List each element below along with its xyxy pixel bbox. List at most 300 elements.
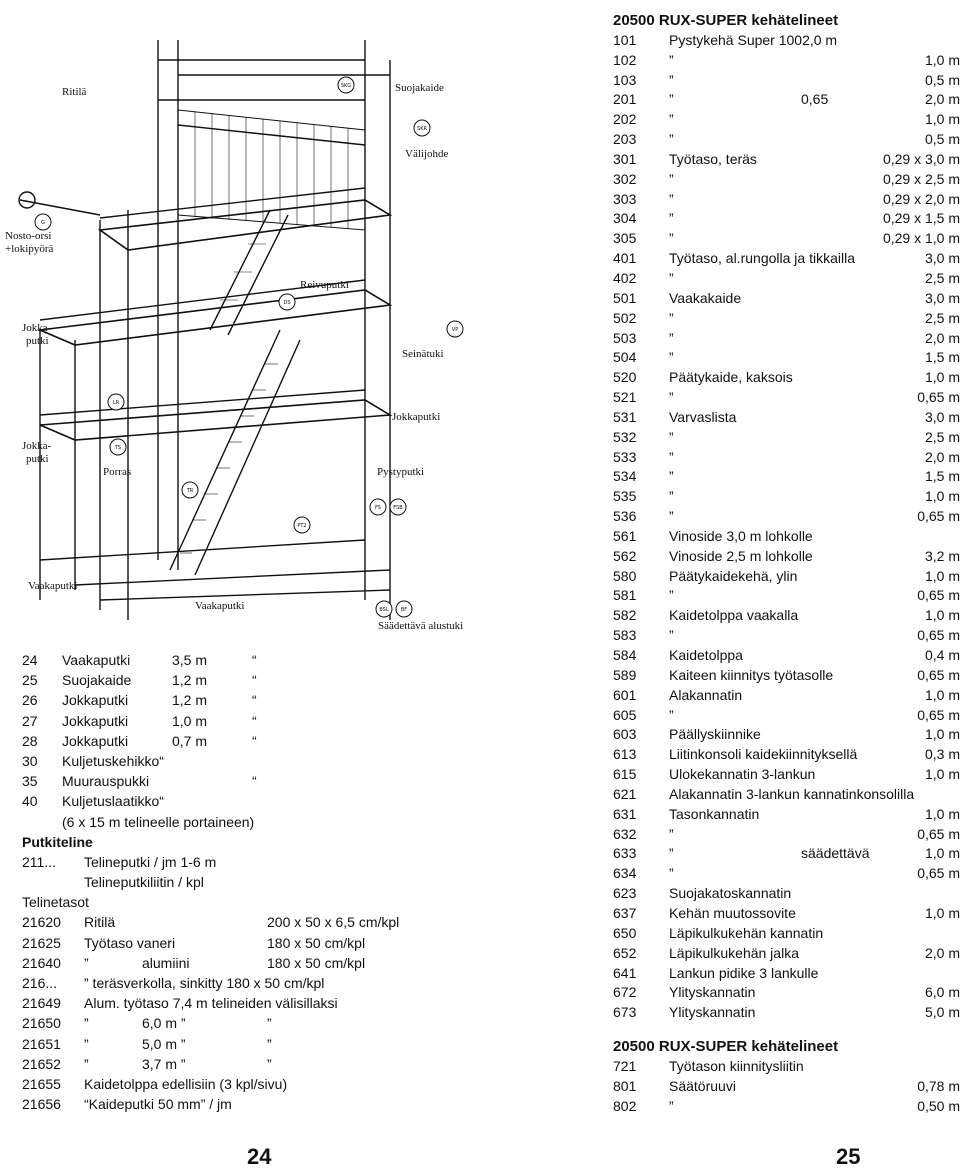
- item-code: 26: [22, 692, 38, 709]
- taso-row: [22, 912, 462, 932]
- part-code: 650: [613, 924, 637, 941]
- page-number-left: 24: [247, 1144, 272, 1169]
- part-desc: Päällyskiinnike: [669, 726, 761, 743]
- taso-desc: Työtaso vaneri: [84, 934, 176, 951]
- part-value: 0,65 m: [917, 627, 960, 644]
- label-saadettava: Säädettävä alustuki: [378, 620, 464, 632]
- item-mark: “: [252, 732, 257, 749]
- right-row: [613, 706, 960, 726]
- part-desc: ”: [669, 51, 674, 68]
- part-value: 0,29 x 3,0 m: [882, 150, 960, 167]
- right-title-text: 20500 RUX-SUPER kehätelineet: [613, 12, 839, 29]
- badge-tr-text: TR: [186, 488, 194, 494]
- badge-ts: [110, 439, 126, 455]
- taso-mid: 6,0 m ”: [142, 1015, 186, 1032]
- item-mark: “: [252, 672, 257, 689]
- part-code: 601: [613, 686, 637, 703]
- right-row: [613, 170, 960, 190]
- right-row: [613, 884, 960, 904]
- part-value: 0,65 m: [917, 587, 960, 604]
- part-value: 1,0 m: [924, 766, 960, 783]
- part-code: 580: [613, 567, 637, 584]
- mesh-hatching: [180, 112, 348, 553]
- part-value: 0,65 m: [917, 865, 960, 882]
- taso-row: [22, 1013, 462, 1033]
- part-code: 615: [613, 766, 637, 783]
- right-row: [613, 547, 960, 567]
- item-code: 24: [22, 652, 38, 668]
- note-text: (6 x 15 m telineelle portaineen): [62, 813, 255, 830]
- badge-vp-text: VP: [451, 327, 459, 333]
- badge-skg: [338, 77, 354, 93]
- taso-code: 21625: [22, 934, 61, 951]
- part-desc: Varvaslista: [669, 408, 737, 425]
- part-desc: ”: [669, 309, 674, 326]
- part-code: 561: [613, 527, 637, 544]
- item-code: 30: [22, 752, 38, 769]
- part-desc: ”: [669, 349, 674, 366]
- badge-bf: [396, 601, 412, 617]
- right-title2-text: 20500 RUX-SUPER kehätelineet: [613, 1038, 839, 1056]
- right-row: [613, 567, 960, 587]
- part-desc: ”: [669, 865, 674, 882]
- part-mid: 0,65: [801, 91, 829, 108]
- left-item-row: [22, 771, 462, 791]
- right-row: [613, 249, 960, 269]
- part-desc: Säätöruuvi: [669, 1077, 736, 1094]
- badge-g-text: G: [41, 220, 45, 226]
- taso-row: [22, 1034, 462, 1054]
- right-row: [613, 348, 960, 368]
- part-code: 637: [613, 904, 637, 921]
- part-desc: ”: [669, 706, 674, 723]
- right-row: [613, 1077, 960, 1097]
- label-jokka-3b: putki: [26, 453, 49, 465]
- right-row: [613, 51, 960, 71]
- right-row: [613, 150, 960, 170]
- part-code: 521: [613, 389, 637, 406]
- putki-row: [22, 872, 462, 892]
- item-size: 3,5 m: [172, 652, 208, 668]
- label-lokipyora: +lokipyörä: [5, 243, 54, 255]
- taso-desc: ”: [84, 954, 89, 971]
- right-row: [613, 1003, 960, 1023]
- part-code: 102: [613, 51, 637, 68]
- part-value: 3,2 m: [924, 547, 960, 564]
- part-mid: säädettävä: [801, 845, 870, 862]
- item-mark: “: [252, 712, 257, 729]
- part-code: 672: [613, 984, 637, 1001]
- taso-row: [22, 1074, 462, 1094]
- part-code: 623: [613, 885, 637, 902]
- part-desc: Ylityskannatin: [669, 984, 756, 1001]
- right-row: [613, 110, 960, 130]
- right-row: [613, 507, 960, 527]
- part-desc: Työtason kiinnitysliitin: [669, 1057, 804, 1074]
- item-mark: “: [252, 773, 257, 790]
- right-row: [613, 725, 960, 745]
- part-desc: ”: [669, 269, 674, 286]
- part-value: 0,4 m: [924, 647, 960, 663]
- part-value: 0,65 m: [917, 666, 960, 683]
- taso-row: [22, 933, 462, 953]
- part-desc: Päätykaidekehä, ylin: [669, 567, 798, 584]
- badge-skg-text: SKG: [340, 83, 352, 89]
- putki-text: Telineputki / jm 1-6 m: [84, 853, 217, 870]
- part-code: 652: [613, 944, 637, 961]
- left-item-row: [22, 690, 462, 710]
- part-code: 533: [613, 448, 637, 465]
- right-row: [613, 904, 960, 924]
- part-code: 302: [613, 170, 637, 187]
- part-desc: ”: [669, 329, 674, 346]
- part-value: 0,29 x 2,5 m: [882, 170, 960, 187]
- right-row: [613, 388, 960, 408]
- right-row: [613, 844, 960, 864]
- right-row: [613, 765, 960, 785]
- part-desc: ”: [669, 91, 674, 108]
- part-desc: ”: [669, 170, 674, 187]
- part-code: 503: [613, 329, 637, 346]
- taso-dims: 180 x 50 cm/kpl: [267, 954, 366, 971]
- item-name: Jokkaputki: [62, 712, 129, 729]
- taso-dims: ”: [267, 1055, 272, 1072]
- part-code: 401: [613, 250, 637, 267]
- taso-dims: 200 x 50 x 6,5 cm/kpl: [267, 914, 400, 931]
- part-desc: Ylityskannatin: [669, 1004, 756, 1021]
- right-row: [613, 864, 960, 884]
- part-desc: ”: [669, 468, 674, 485]
- part-code: 641: [613, 964, 637, 981]
- part-code: 673: [613, 1004, 637, 1021]
- right-row: [613, 368, 960, 388]
- part-value: 2,5 m: [924, 309, 960, 326]
- right-row: [613, 527, 960, 547]
- part-desc: ”: [669, 210, 674, 227]
- part-code: 634: [613, 865, 637, 882]
- part-value: 1,0 m: [924, 904, 960, 921]
- part-value: 1,0 m: [924, 369, 960, 386]
- part-value: 0,3 m: [924, 746, 960, 763]
- left-item-row: [22, 791, 462, 811]
- part-code: 304: [613, 210, 637, 227]
- page-number-right: 25: [836, 1144, 861, 1169]
- putki-text: Telineputkiliitin / kpl: [84, 874, 204, 891]
- right-row: [613, 785, 960, 805]
- part-desc: Suojakatoskannatin: [669, 885, 792, 902]
- left-item-row: [22, 711, 462, 731]
- part-value: 0,65 m: [917, 389, 960, 406]
- taso-code: 21640: [22, 954, 61, 971]
- item-size: 1,2 m: [172, 672, 208, 689]
- label-jokka-3a: Jokka-: [22, 440, 52, 452]
- part-value: 1,0 m: [924, 845, 960, 862]
- right-row: [613, 487, 960, 507]
- part-value: 0,65 m: [917, 825, 960, 842]
- taso-mid: 5,0 m ”: [142, 1035, 186, 1052]
- part-value: 3,0 m: [924, 250, 960, 267]
- right-row: [613, 825, 960, 845]
- part-value: 1,0 m: [924, 567, 960, 584]
- item-mark: “: [252, 692, 257, 709]
- badge-bf-text: BF: [400, 607, 408, 613]
- badge-fsb: [390, 499, 406, 515]
- part-desc: ”: [669, 230, 674, 247]
- part-code: 562: [613, 547, 637, 564]
- right-row: [613, 606, 960, 626]
- part-value: 2,0 m: [924, 448, 960, 465]
- part-code: 536: [613, 508, 637, 525]
- right-row: [613, 1057, 960, 1077]
- badge-ds-text: DS: [283, 300, 291, 306]
- part-value: 1,5 m: [924, 468, 960, 485]
- label-jokka-1b: putki: [26, 335, 49, 347]
- taso-desc: Alum. työtaso 7,4 m telineiden välisillaksi: [84, 995, 338, 1012]
- part-desc: ”: [669, 587, 674, 604]
- label-jokka-1a: Jokka-: [22, 322, 52, 334]
- part-value: 2,0 m: [924, 944, 960, 961]
- taso-code: 216...: [22, 975, 58, 991]
- part-value: 2,5 m: [924, 269, 960, 286]
- part-code: 801: [613, 1077, 637, 1094]
- part-code: 305: [613, 230, 637, 247]
- item-name: Jokkaputki: [62, 692, 129, 709]
- taso-desc: ”: [84, 1015, 89, 1032]
- right-row: [613, 190, 960, 210]
- part-value: 2,0 m: [924, 329, 960, 346]
- right-row: [613, 289, 960, 309]
- part-value: 6,0 m: [924, 984, 960, 1001]
- part-desc: Alakannatin 3-lankun kannatinkonsolilla: [669, 785, 915, 802]
- item-code: 40: [22, 793, 38, 810]
- taso-code: 21651: [22, 1035, 61, 1052]
- right-row: [613, 71, 960, 91]
- badge-pt2: [294, 517, 310, 533]
- item-name: Jokkaputki: [62, 732, 129, 749]
- part-value: 3,0 m: [924, 289, 960, 306]
- part-desc: ”: [669, 1097, 674, 1114]
- taso-desc: ”: [84, 1035, 89, 1052]
- taso-code: 21652: [22, 1055, 61, 1072]
- badge-bsl: [376, 601, 392, 617]
- item-name: Vaakaputki: [62, 652, 131, 668]
- right-row: [613, 1097, 960, 1117]
- part-code: 101: [613, 31, 637, 48]
- badge-bsl-text: BSL: [379, 607, 389, 613]
- taso-code: 21655: [22, 1075, 61, 1092]
- item-size: 0,7 m: [172, 732, 208, 749]
- part-desc: ”: [669, 825, 674, 842]
- taso-desc: ”: [84, 1055, 89, 1072]
- item-name: Kuljetuslaatikko“: [62, 793, 164, 810]
- part-code: 621: [613, 785, 637, 802]
- badge-g: [35, 214, 51, 230]
- taso-row: [22, 993, 462, 1013]
- badge-vp: [447, 321, 463, 337]
- right-row: [613, 646, 960, 666]
- badge-ts-text: TS: [114, 445, 122, 451]
- left-item-row: [22, 650, 462, 670]
- part-value: 1,0 m: [924, 488, 960, 505]
- part-desc: Tasonkannatin: [669, 805, 760, 822]
- badge-skr-text: SKR: [417, 126, 427, 132]
- label-porras: Porras: [103, 466, 132, 478]
- right-row: [613, 983, 960, 1003]
- right-row: [613, 686, 960, 706]
- part-code: 520: [613, 369, 637, 386]
- right-row: [613, 31, 960, 51]
- right-row: [613, 269, 960, 289]
- part-desc: ”: [669, 389, 674, 406]
- label-vaakaputki-2: Vaakaputki: [195, 600, 245, 612]
- part-desc: ”: [669, 448, 674, 465]
- taso-mid: 3,7 m ”: [142, 1055, 186, 1072]
- part-value: 2,0 m: [924, 91, 960, 108]
- taso-row: [22, 973, 462, 993]
- part-code: 402: [613, 269, 637, 286]
- taso-code: 21656: [22, 1096, 61, 1113]
- telinetasot-heading: [22, 892, 462, 912]
- part-code: 721: [613, 1057, 637, 1074]
- part-value: 1,0 m: [924, 51, 960, 68]
- label-reivuputki: Reivuputki: [300, 279, 349, 291]
- scaffold-frame: [19, 40, 390, 620]
- part-desc: ”: [669, 428, 674, 445]
- right-list-title: [613, 11, 960, 31]
- part-desc: Vinoside 3,0 m lohkolle: [669, 527, 813, 544]
- part-desc: ”: [669, 488, 674, 505]
- right-row: [613, 229, 960, 249]
- item-code: 27: [22, 712, 38, 729]
- part-code: 613: [613, 746, 637, 763]
- part-code: 589: [613, 666, 637, 683]
- part-code: 582: [613, 607, 637, 624]
- part-code: 303: [613, 190, 637, 207]
- right-row: [613, 964, 960, 984]
- part-value: 2,5 m: [924, 428, 960, 445]
- part-code: 202: [613, 111, 637, 128]
- right-row: [613, 448, 960, 468]
- part-value: 3,0 m: [924, 408, 960, 425]
- part-desc: Vaakakaide: [669, 289, 742, 306]
- putki-row: [22, 852, 462, 872]
- taso-desc: Ritilä: [84, 914, 116, 931]
- part-desc: Läpikulkukehän kannatin: [669, 924, 824, 941]
- right-row: [613, 626, 960, 646]
- badge-lr-text: LR: [112, 400, 120, 406]
- right-list-title-2: [613, 1037, 960, 1057]
- right-row: [613, 428, 960, 448]
- item-size: 1,2 m: [172, 692, 208, 709]
- right-row: [613, 467, 960, 487]
- taso-code: 21650: [22, 1015, 61, 1032]
- scaffold-drawing: [0, 0, 600, 650]
- part-desc: Liitinkonsoli kaidekiinnityksellä: [669, 746, 858, 763]
- part-desc: ”: [669, 131, 674, 148]
- badge-skr: [414, 120, 430, 136]
- right-row: [613, 666, 960, 686]
- part-desc: Alakannatin: [669, 686, 743, 703]
- part-value: 0,65 m: [917, 508, 960, 525]
- part-desc: Kaidetolppa: [669, 647, 743, 663]
- label-seinatuki: Seinätuki: [402, 348, 444, 360]
- right-row: [613, 309, 960, 329]
- taso-row: [22, 953, 462, 973]
- taso-dims: ”: [267, 1035, 272, 1052]
- label-nosto-orsi: Nosto-orsi: [5, 230, 52, 242]
- right-row: [613, 944, 960, 964]
- badge-pt2-text: PT2: [297, 523, 307, 529]
- left-item-row: [22, 751, 462, 771]
- part-desc: Työtaso, teräs: [669, 150, 757, 167]
- part-desc: Kaiteen kiinnitys työtasolle: [669, 666, 834, 683]
- right-row: [613, 924, 960, 944]
- part-desc: Läpikulkukehän jalka: [669, 944, 799, 961]
- right-parts-list: [613, 11, 960, 1116]
- badge-lr: [108, 394, 124, 410]
- item-mark: “: [252, 652, 257, 668]
- part-desc: ”: [669, 627, 674, 644]
- part-desc: ”: [669, 508, 674, 525]
- taso-dims: 180 x 50 cm/kpl: [267, 934, 366, 951]
- badge-ds: [279, 294, 295, 310]
- part-value: 0,65 m: [917, 706, 960, 723]
- part-code: 103: [613, 71, 637, 88]
- badge-fs: [370, 499, 386, 515]
- label-vaakaputki-1: Vaakaputki: [28, 580, 78, 592]
- left-item-row: [22, 670, 462, 690]
- taso-row: [22, 1094, 462, 1114]
- part-code: 532: [613, 428, 637, 445]
- part-code: 504: [613, 349, 637, 366]
- part-value: 0,29 x 1,5 m: [882, 210, 960, 227]
- item-code: 25: [22, 672, 38, 689]
- left-note: [22, 812, 462, 832]
- part-desc: Päätykaide, kaksois: [669, 369, 793, 386]
- part-desc: ”: [669, 845, 674, 862]
- item-code: 35: [22, 773, 38, 790]
- badge-tr: [182, 482, 198, 498]
- left-item-row: [22, 731, 462, 751]
- taso-desc: Kaidetolppa edellisiin (3 kpl/sivu): [84, 1075, 288, 1092]
- item-code: 28: [22, 732, 38, 749]
- putkiteline-heading-text: Putkiteline: [22, 833, 93, 850]
- part-value: 1,0 m: [924, 726, 960, 743]
- part-value: 0,5 m: [924, 71, 960, 88]
- right-row: [613, 329, 960, 349]
- taso-mid: alumiini: [142, 954, 190, 971]
- part-code: 534: [613, 468, 637, 485]
- part-desc: Kaidetolppa vaakalla: [669, 607, 799, 624]
- taso-code: 21649: [22, 995, 61, 1012]
- part-code: 502: [613, 309, 637, 326]
- right-spacer: [613, 1023, 960, 1037]
- right-row: [613, 209, 960, 229]
- part-desc: Lankun pidike 3 lankulle: [669, 964, 819, 981]
- part-desc: ”: [669, 111, 674, 128]
- part-code: 535: [613, 488, 637, 505]
- item-name: Kuljetuskehikko“: [62, 752, 164, 769]
- taso-row: [22, 1054, 462, 1074]
- right-row: [613, 408, 960, 428]
- putki-code: 211...: [22, 853, 56, 870]
- part-code: 531: [613, 408, 637, 425]
- label-valijohde: Välijohde: [405, 148, 449, 160]
- part-desc: Työtaso, al.rungolla ja tikkailla: [669, 250, 855, 267]
- right-row: [613, 90, 960, 110]
- part-desc: Vinoside 2,5 m lohkolle: [669, 547, 813, 564]
- badge-fs-text: FS: [375, 505, 381, 511]
